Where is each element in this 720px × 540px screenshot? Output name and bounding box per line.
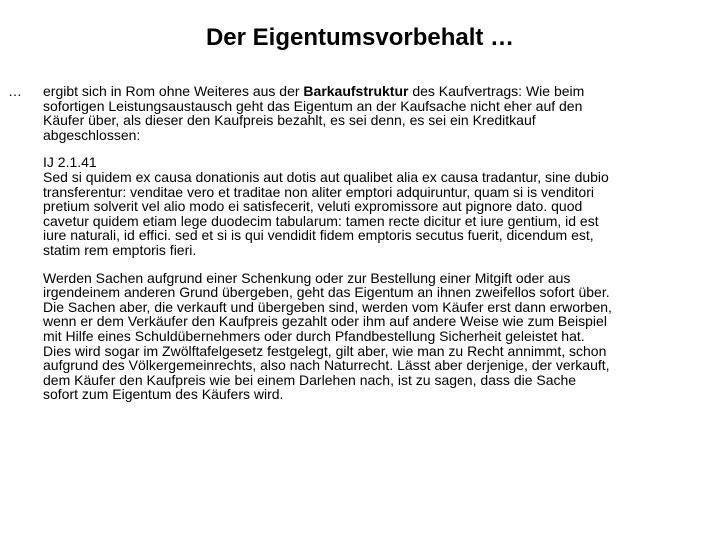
intro-line: ergibt sich in Rom ohne Weiteres aus der Barkaufstruktur des Kaufvertrags: Wie beim (43, 83, 585, 99)
slide-body (0, 84, 720, 402)
german-translation-paragraph (0, 271, 720, 402)
citation-line: iure naturali, id effici. sed et si is qui vendidit fidem emptoris secutus fuerit, dicendum est, (43, 227, 594, 244)
slide-title: Der Eigentumsvorbehalt … (205, 24, 515, 51)
intro-line: abgeschlossen: (43, 126, 141, 143)
latin-citation-paragraph (0, 155, 720, 257)
emphasis-term: Barkaufstruktur (303, 83, 409, 99)
translation-line: mit Hilfe eines Schuldübernehmers oder durch Pfandbestellung Sicherheit geleistet hat. (43, 327, 585, 344)
translation-line: Werden Sachen aufgrund einer Schenkung oder zur Bestellung einer Mitgift oder aus (43, 269, 571, 286)
citation-line: statim rem emptoris fieri. (43, 241, 197, 258)
citation-line: pretium solverit vel alio modo ei satisfecerit, veluti expromissore aut pignore dato. quod (43, 198, 583, 215)
intro-paragraph (0, 84, 720, 142)
translation-line: dem Käufer den Kaufpreis wie bei einem Darlehen nach, ist zu sagen, dass die Sache (43, 371, 577, 388)
translation-line: aufgrund des Völkergemeinrechts, also nach Naturrecht. Lässt aber derjenige, der verkauft, (43, 357, 610, 374)
translation-line: wenn er dem Verkäufer den Kaufpreis gezahlt oder ihm auf andere Weise wie zum Beispiel (43, 313, 607, 330)
translation-line: Die Sachen aber, die verkauft und übergeben sind, werden vom Käufer erst dann erworben, (43, 298, 612, 315)
intro-line: sofortigen Leistungsaustausch geht das Eigentum an der Kaufsache nicht eher auf den (43, 97, 583, 114)
citation-line: cavetur quidem etiam lege duodecim tabularum: tamen recte dicitur et iure gentium, id est (43, 212, 599, 229)
citation-reference: IJ 2.1.41 (43, 154, 97, 171)
translation-line: Dies wird sogar im Zwölftafelgesetz festgelegt, gilt aber, wie man zu Recht annimmt, schon (43, 342, 607, 359)
intro-line: Käufer über, als dieser den Kaufpreis bezahlt, es sei denn, es sei ein Kreditkauf (43, 112, 536, 129)
citation-line: Sed si quidem ex causa donationis aut dotis aut qualibet alia ex causa tradantur, sine dubio (43, 168, 609, 185)
translation-line: sofort zum Eigentum des Käufers wird. (43, 386, 284, 403)
translation-line: irgendeinem anderen Grund übergeben, geht das Eigentum an ihnen zweifellos sofort über. (43, 284, 610, 301)
ellipsis-bullet: … (8, 83, 22, 99)
citation-line: transferentur: venditae vero et traditae non aliter emptori adquiruntur, quam si is venditori (43, 183, 594, 200)
